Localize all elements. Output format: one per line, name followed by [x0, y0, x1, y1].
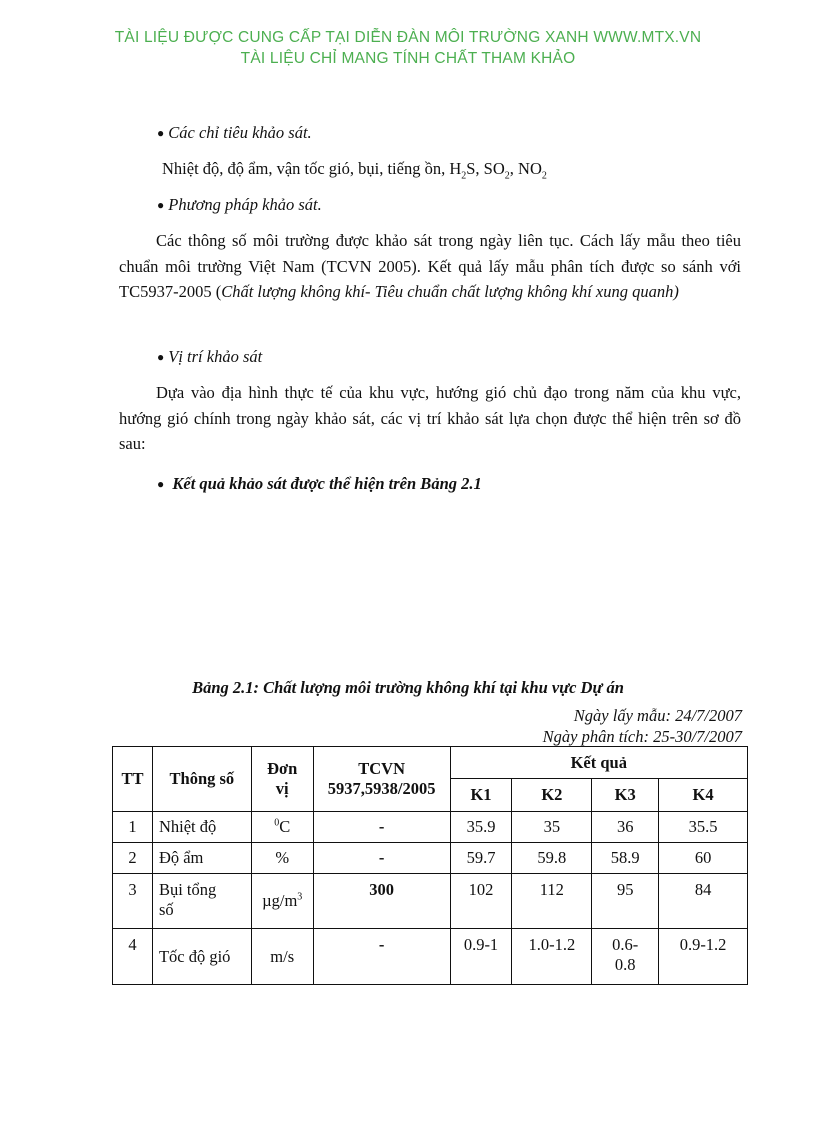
table-row	[113, 929, 748, 985]
header-param: Thông số	[152, 747, 251, 812]
survey-method-paragraph	[119, 228, 741, 305]
bullet-icon: ●	[157, 126, 165, 140]
cell-k2: 112	[512, 874, 592, 929]
cell-standard: -	[313, 812, 450, 843]
cell-k1: 0.9-1	[450, 929, 512, 985]
header-standard: TCVN 5937,5938/2005	[313, 747, 450, 812]
cell-unit: $^0$C	[251, 812, 313, 843]
bullet-icon: ●	[157, 477, 165, 491]
analysis-date: Ngày phân tích: 25-30/7/2007	[542, 727, 742, 746]
cell-param: Bụi tổng số	[152, 874, 251, 929]
cell-k1: 59.7	[450, 843, 512, 874]
survey-criteria-heading: Các chỉ tiêu khảo sát.	[168, 123, 312, 142]
cell-standard: -	[313, 843, 450, 874]
header-unit: Đơn vị	[251, 747, 313, 812]
cell-k2: 1.0-1.2	[512, 929, 592, 985]
cell-param: Tốc độ gió	[152, 929, 251, 985]
cell-k3: 36	[592, 812, 659, 843]
method-text: Các thông số môi trường được khảo sát trong ngày liên tục. Cách lấy mẫu theo tiêu chuẩn môi trường Việt Nam (TCVN 2005). Kết quả lấy mẫu phân tích được so sánh với TC5937-2005 (	[119, 231, 741, 301]
result-heading: Kết quả khảo sát được thể hiện trên Bảng 2.1	[172, 474, 482, 493]
criteria-text: , NO	[509, 159, 542, 178]
table-caption: Bảng 2.1: Chất lượng môi trường không khí tại khu vực Dự án	[192, 678, 624, 697]
criteria-text: Nhiệt độ, độ ẩm, vận tốc gió, bụi, tiếng ồn, H	[162, 159, 462, 178]
cell-k4: 0.9-1.2	[659, 929, 748, 985]
air-quality-table	[112, 746, 748, 985]
header-result: Kết quả	[450, 747, 747, 779]
method-italic-text: Chất lượng không khí- Tiêu chuẩn chất lượng không khí xung quanh)	[221, 282, 679, 301]
cell-k1: 102	[450, 874, 512, 929]
cell-tt: 4	[113, 929, 153, 985]
cell-k2: 59.8	[512, 843, 592, 874]
cell-tt: 1	[113, 812, 153, 843]
cell-unit: m/s	[251, 929, 313, 985]
header-k1: K1	[450, 779, 512, 812]
survey-criteria-list	[162, 157, 547, 188]
bullet-icon: ●	[157, 350, 165, 364]
criteria-sub: 2	[504, 170, 510, 182]
cell-unit: %	[251, 843, 313, 874]
cell-param: Độ ẩm	[152, 843, 251, 874]
cell-k3: 0.6- 0.8	[592, 929, 659, 985]
bullet-survey-location	[157, 345, 262, 370]
cell-k1: 35.9	[450, 812, 512, 843]
location-text: Dựa vào địa hình thực tế của khu vực, hướng gió chủ đạo trong năm của khu vực, hướng gió chính trong ngày khảo sát, các vị trí khảo sát lựa chọn được thể hiện trên sơ đồ sau:	[119, 383, 741, 453]
survey-location-paragraph	[119, 380, 741, 457]
header-k3: K3	[592, 779, 659, 812]
bullet-survey-method	[157, 193, 322, 218]
table-row	[113, 812, 748, 843]
header-tt: TT	[113, 747, 153, 812]
header-k2: K2	[512, 779, 592, 812]
bullet-icon: ●	[157, 198, 165, 212]
cell-k4: 84	[659, 874, 748, 929]
cell-unit: $\mu g/m^3$	[251, 874, 313, 929]
cell-k4: 35.5	[659, 812, 748, 843]
watermark-header-line1: TÀI LIỆU ĐƯỢC CUNG CẤP TẠI DIỄN ĐÀN MÔI TRƯỜNG XANH WWW.MTX.VN	[114, 29, 702, 46]
sample-date: Ngày lấy mẫu: 24/7/2007	[573, 706, 742, 725]
bullet-survey-criteria	[157, 121, 312, 146]
cell-k2: 35	[512, 812, 592, 843]
cell-tt: 2	[113, 843, 153, 874]
cell-standard: -	[313, 929, 450, 985]
criteria-sub: 2	[461, 170, 467, 182]
table-row	[113, 874, 748, 929]
cell-k3: 95	[592, 874, 659, 929]
survey-location-heading: Vị trí khảo sát	[168, 347, 263, 366]
cell-k3: 58.9	[592, 843, 659, 874]
watermark-header-line2: TÀI LIỆU CHỈ MANG TÍNH CHẤT THAM KHẢO	[240, 50, 576, 67]
table-row	[113, 843, 748, 874]
survey-method-heading: Phương pháp khảo sát.	[168, 195, 322, 214]
cell-standard: 300	[313, 874, 450, 929]
header-k4: K4	[659, 779, 748, 812]
cell-param: Nhiệt độ	[152, 812, 251, 843]
cell-tt: 3	[113, 874, 153, 929]
bullet-result	[157, 472, 482, 497]
cell-k4: 60	[659, 843, 748, 874]
criteria-text: S, SO	[466, 159, 505, 178]
criteria-sub: 2	[541, 170, 547, 182]
